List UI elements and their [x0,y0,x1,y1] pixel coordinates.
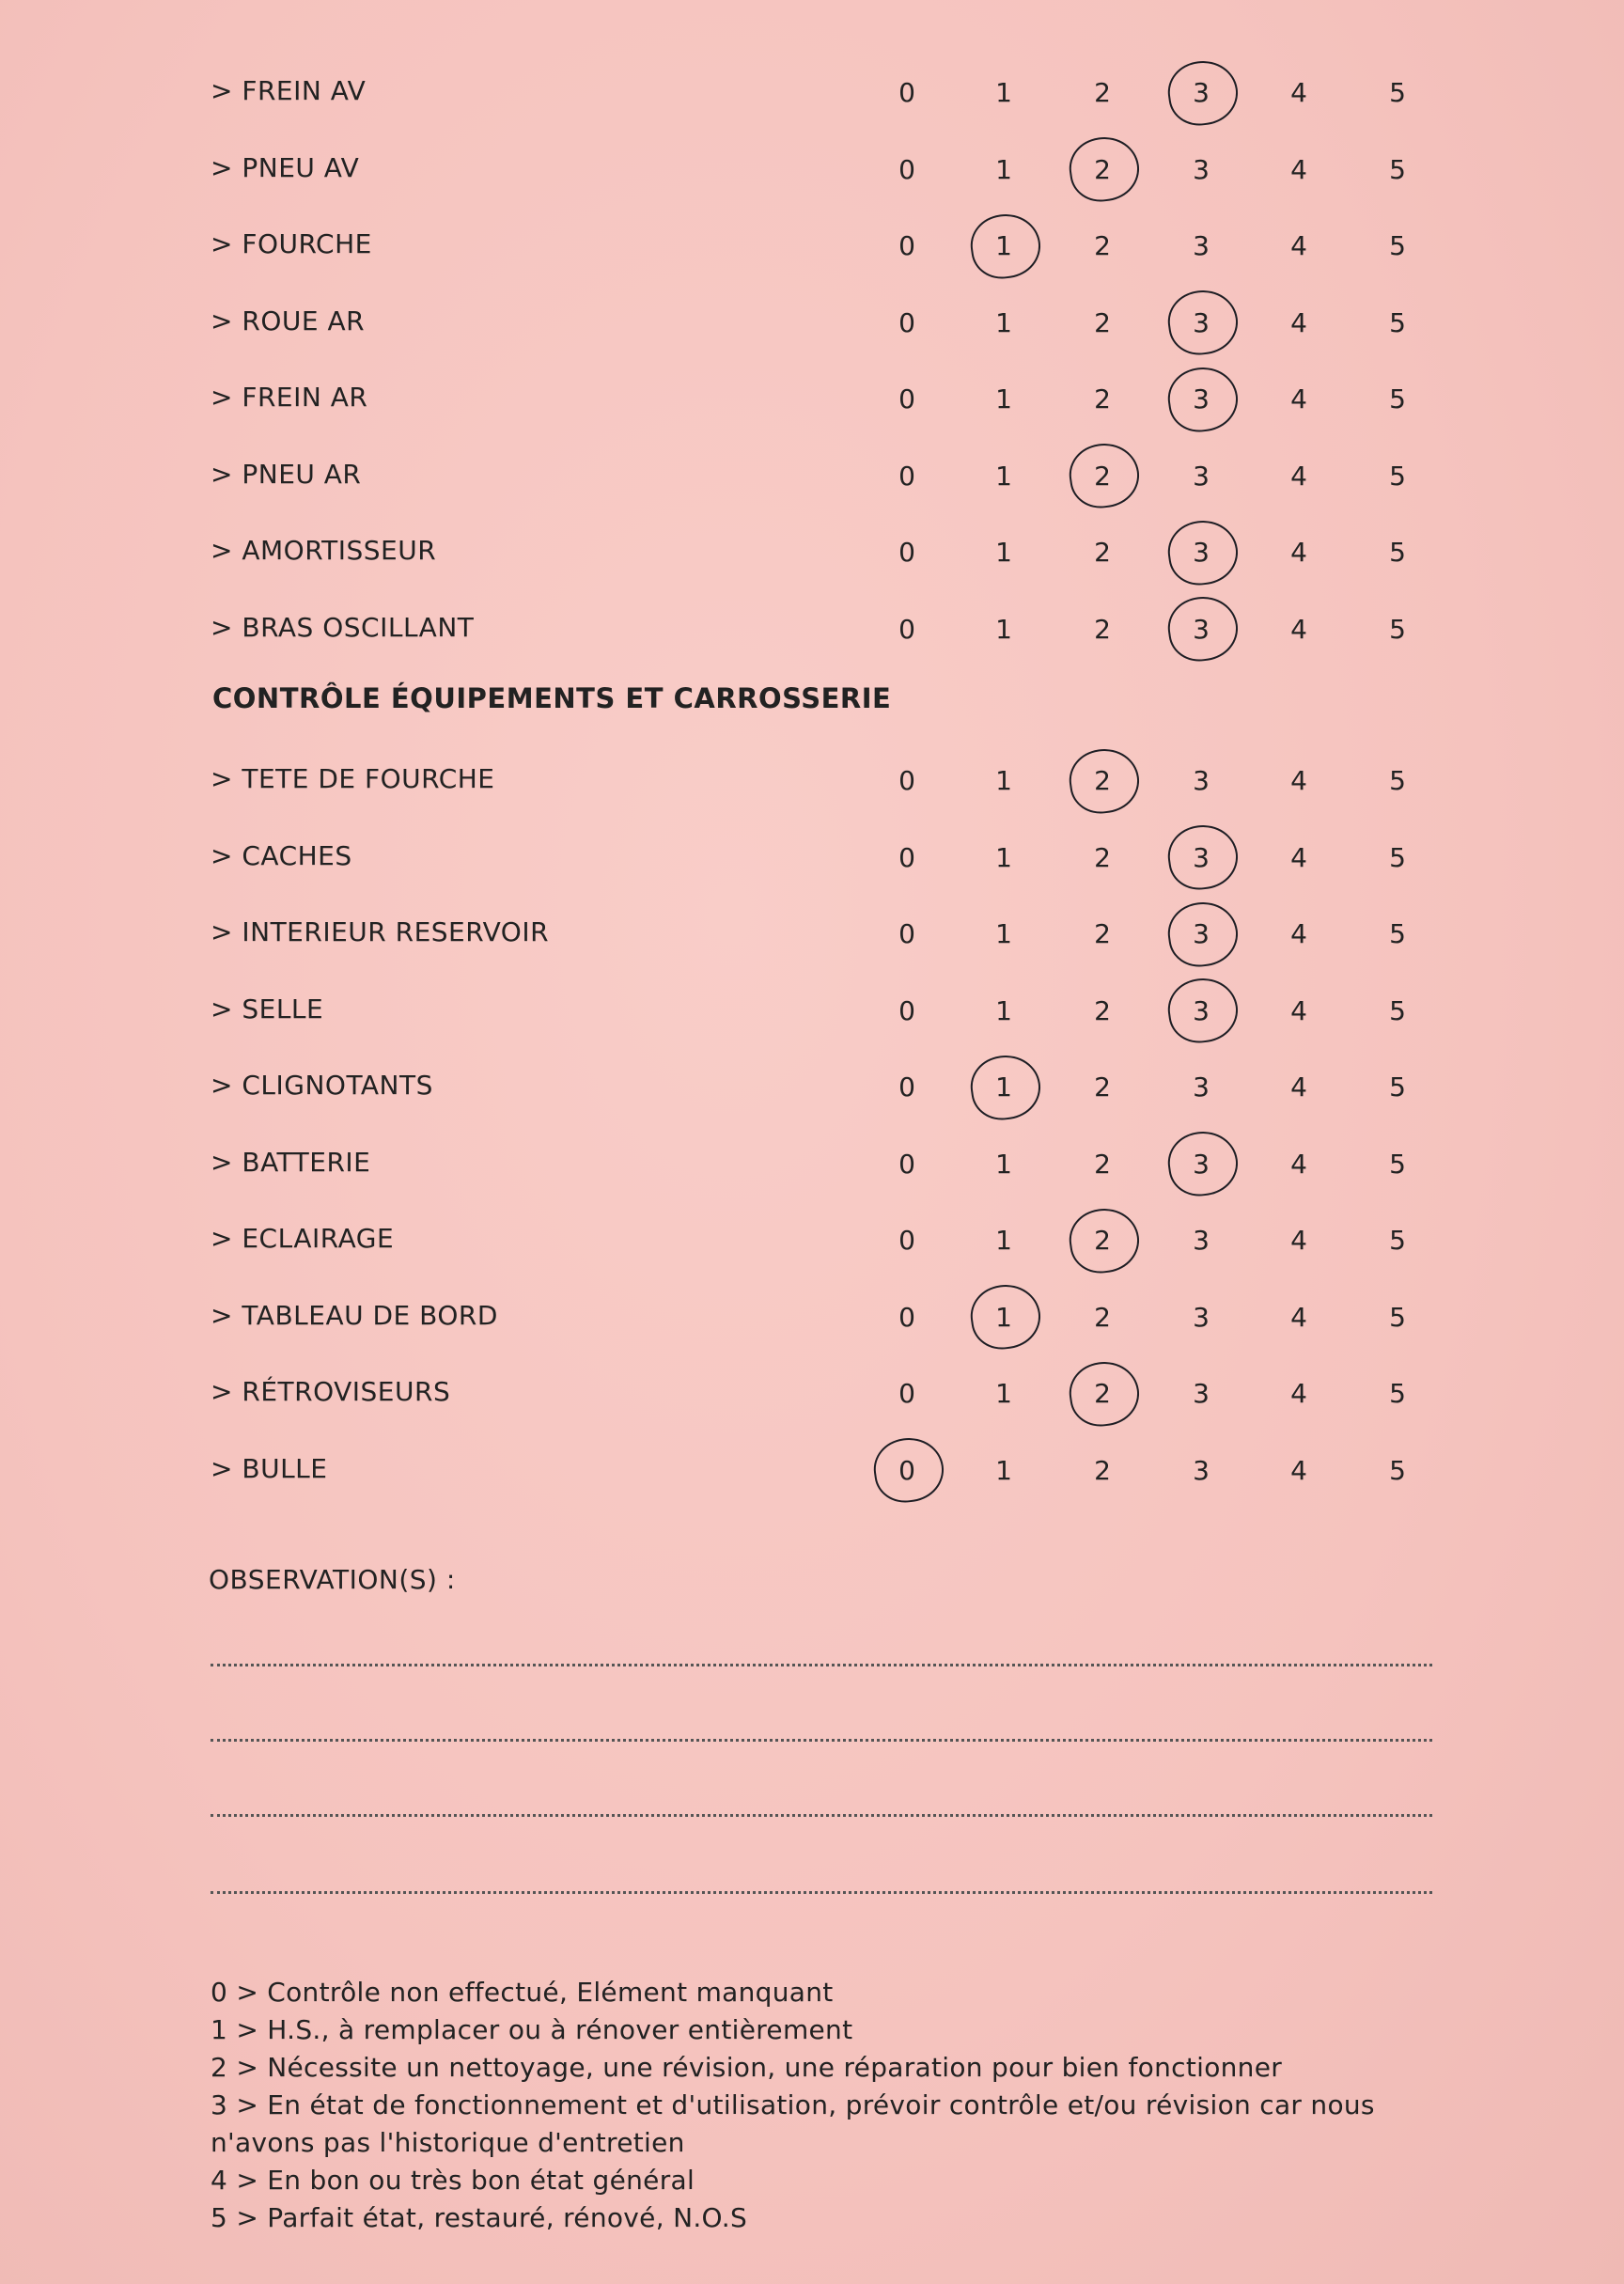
score-option[interactable]: 0 [898,918,915,949]
score-option-selected[interactable]: 3 [1168,537,1234,568]
score-option[interactable]: 5 [1389,1301,1406,1333]
score-option[interactable]: 4 [1290,383,1307,415]
rating-row [0,447,1624,504]
score-option[interactable]: 5 [1389,1378,1406,1409]
score-option-selected[interactable]: 2 [1070,461,1135,492]
score-option-selected[interactable]: 3 [1168,307,1234,338]
score-option[interactable]: 1 [995,765,1012,796]
rating-row [0,905,1624,962]
rating-row [0,1212,1624,1268]
score-option-selected[interactable]: 1 [971,1072,1037,1103]
score-option-selected[interactable]: 3 [1168,383,1234,415]
score-option[interactable]: 5 [1389,765,1406,796]
score-option[interactable]: 0 [898,1225,915,1256]
rating-row [0,64,1624,120]
score-option[interactable]: 2 [1094,77,1111,108]
rating-row [0,1442,1624,1498]
row-label: > BATTERIE [211,1146,371,1178]
row-label: > CLIGNOTANTS [211,1070,433,1101]
score-option[interactable]: 0 [898,383,915,415]
row-label: > TETE DE FOURCHE [211,763,495,794]
score-option[interactable]: 2 [1094,918,1111,949]
score-option[interactable]: 3 [1193,1454,1210,1486]
score-option-selected[interactable]: 1 [971,230,1037,261]
score-option-selected[interactable]: 3 [1168,995,1234,1026]
score-option[interactable]: 3 [1193,230,1210,261]
score-option[interactable]: 4 [1290,77,1307,108]
row-label: > FOURCHE [211,228,372,259]
score-option[interactable]: 0 [898,460,915,492]
score-option-selected[interactable]: 3 [1168,918,1234,949]
score-option[interactable]: 1 [995,460,1012,492]
score-option[interactable]: 4 [1290,765,1307,796]
score-option[interactable]: 1 [995,613,1012,645]
score-option[interactable]: 2 [1094,613,1111,645]
legend-item-1: 1 > H.S., à remplacer ou à rénover entièrement [211,2014,853,2045]
score-option[interactable]: 1 [995,383,1012,415]
score-option-selected[interactable]: 0 [874,1455,940,1486]
score-option[interactable]: 0 [898,1301,915,1333]
legend-item-0: 0 > Contrôle non effectué, Elément manquant [211,1977,834,2008]
score-option[interactable]: 5 [1389,306,1406,338]
rating-row [0,524,1624,580]
score-option[interactable]: 4 [1290,1148,1307,1180]
rating-row [0,982,1624,1039]
score-option[interactable]: 1 [995,306,1012,338]
score-option[interactable]: 5 [1389,460,1406,492]
score-option[interactable]: 1 [995,841,1012,873]
score-option[interactable]: 0 [898,765,915,796]
row-label: > PNEU AR [211,458,362,490]
score-option[interactable]: 2 [1094,1148,1111,1180]
rating-row [0,1365,1624,1421]
score-option[interactable]: 4 [1290,918,1307,949]
score-option[interactable]: 0 [898,77,915,108]
score-option[interactable]: 3 [1193,1225,1210,1256]
legend-item-5: 5 > Parfait état, restauré, rénové, N.O.S [211,2202,748,2233]
score-option[interactable]: 5 [1389,994,1406,1026]
section-title-equipment: CONTRÔLE ÉQUIPEMENTS ET CARROSSERIE [212,682,892,714]
score-option[interactable]: 0 [898,1378,915,1409]
rating-row [0,1289,1624,1345]
score-option[interactable]: 1 [995,994,1012,1026]
rating-row [0,601,1624,657]
score-option-selected[interactable]: 2 [1070,1378,1135,1409]
rating-row [0,141,1624,197]
score-option[interactable]: 4 [1290,1301,1307,1333]
score-option[interactable]: 4 [1290,613,1307,645]
rating-row [0,294,1624,351]
row-label: > SELLE [211,993,324,1025]
score-option[interactable]: 0 [898,230,915,261]
score-option[interactable]: 1 [995,1148,1012,1180]
score-option[interactable]: 4 [1290,1072,1307,1103]
score-option[interactable]: 1 [995,77,1012,108]
score-option[interactable]: 5 [1389,918,1406,949]
row-label: > ECLAIRAGE [211,1223,395,1254]
score-option-selected[interactable]: 3 [1168,842,1234,873]
score-option[interactable]: 4 [1290,460,1307,492]
score-option[interactable]: 3 [1193,1301,1210,1333]
score-option[interactable]: 5 [1389,1148,1406,1180]
score-option[interactable]: 5 [1389,1072,1406,1103]
score-option[interactable]: 2 [1094,1454,1111,1486]
score-option-selected[interactable]: 3 [1168,1149,1234,1180]
rating-row [0,829,1624,885]
score-option[interactable]: 3 [1193,765,1210,796]
score-option-selected[interactable]: 2 [1070,1225,1135,1256]
rating-row [0,370,1624,427]
row-label: > BULLE [211,1452,328,1484]
observation-line[interactable] [211,1664,1432,1666]
score-option[interactable]: 4 [1290,153,1307,185]
legend-item-2: 2 > Nécessite un nettoyage, une révision, une réparation pour bien fonctionner [211,2052,1283,2083]
row-label: > CACHES [211,839,352,871]
score-option[interactable]: 4 [1290,537,1307,568]
scale-legend [211,1974,1442,2237]
row-label: > INTERIEUR RESERVOIR [211,916,550,947]
score-option-selected[interactable]: 3 [1168,614,1234,645]
score-option[interactable]: 3 [1193,153,1210,185]
score-option[interactable]: 1 [995,537,1012,568]
score-option[interactable]: 4 [1290,1378,1307,1409]
score-option-selected[interactable]: 3 [1168,77,1234,108]
score-option[interactable]: 4 [1290,1225,1307,1256]
score-option[interactable]: 3 [1193,1072,1210,1103]
score-option[interactable]: 1 [995,1454,1012,1486]
score-option[interactable]: 2 [1094,537,1111,568]
score-option[interactable]: 4 [1290,306,1307,338]
score-option[interactable]: 0 [898,306,915,338]
score-option[interactable]: 0 [898,841,915,873]
observation-line[interactable] [211,1814,1432,1817]
legend-item-4: 4 > En bon ou très bon état général [211,2165,695,2196]
score-option[interactable]: 2 [1094,994,1111,1026]
score-option[interactable]: 5 [1389,383,1406,415]
score-option[interactable]: 5 [1389,230,1406,261]
score-option[interactable]: 0 [898,153,915,185]
score-option-selected[interactable]: 2 [1070,765,1135,796]
rating-row [0,752,1624,808]
score-option[interactable]: 5 [1389,153,1406,185]
row-label: > BRAS OSCILLANT [211,611,475,643]
score-option[interactable]: 2 [1094,306,1111,338]
row-label: > FREIN AV [211,75,367,106]
score-option[interactable]: 0 [898,537,915,568]
row-label: > PNEU AV [211,151,360,183]
row-label: > TABLEAU DE BORD [211,1299,498,1331]
score-option[interactable]: 1 [995,918,1012,949]
observation-line[interactable] [211,1891,1432,1894]
score-option[interactable]: 3 [1193,1378,1210,1409]
observations-label: OBSERVATION(S) : [209,1564,456,1595]
rating-row [0,1135,1624,1192]
score-option[interactable]: 0 [898,1148,915,1180]
score-option-selected[interactable]: 1 [971,1302,1037,1333]
score-option[interactable]: 2 [1094,1301,1111,1333]
score-option[interactable]: 2 [1094,841,1111,873]
legend-item-3: 3 > En état de fonctionnement et d'utilisation, prévoir contrôle et/ou révision car nous n'avons pas l'historique d'entretien [211,2089,1375,2158]
score-option[interactable]: 4 [1290,994,1307,1026]
score-option-selected[interactable]: 2 [1070,154,1135,185]
row-label: > AMORTISSEUR [211,535,437,566]
score-option[interactable]: 1 [995,1378,1012,1409]
score-option[interactable]: 5 [1389,77,1406,108]
score-option[interactable]: 1 [995,153,1012,185]
score-option[interactable]: 4 [1290,1454,1307,1486]
score-option[interactable]: 0 [898,994,915,1026]
score-option[interactable]: 5 [1389,1454,1406,1486]
score-option[interactable]: 4 [1290,841,1307,873]
rating-row [0,217,1624,274]
score-option[interactable]: 4 [1290,230,1307,261]
score-option[interactable]: 5 [1389,841,1406,873]
score-option[interactable]: 2 [1094,230,1111,261]
score-option[interactable]: 5 [1389,537,1406,568]
score-option[interactable]: 2 [1094,1072,1111,1103]
score-option[interactable]: 2 [1094,383,1111,415]
row-label: > RÉTROVISEURS [211,1376,451,1407]
score-option[interactable]: 0 [898,613,915,645]
score-option[interactable]: 5 [1389,1225,1406,1256]
observation-line[interactable] [211,1739,1432,1742]
score-option[interactable]: 0 [898,1072,915,1103]
rating-row [0,1058,1624,1115]
score-option[interactable]: 5 [1389,613,1406,645]
row-label: > FREIN AR [211,382,368,413]
score-option[interactable]: 3 [1193,460,1210,492]
row-label: > ROUE AR [211,305,366,336]
score-option[interactable]: 1 [995,1225,1012,1256]
